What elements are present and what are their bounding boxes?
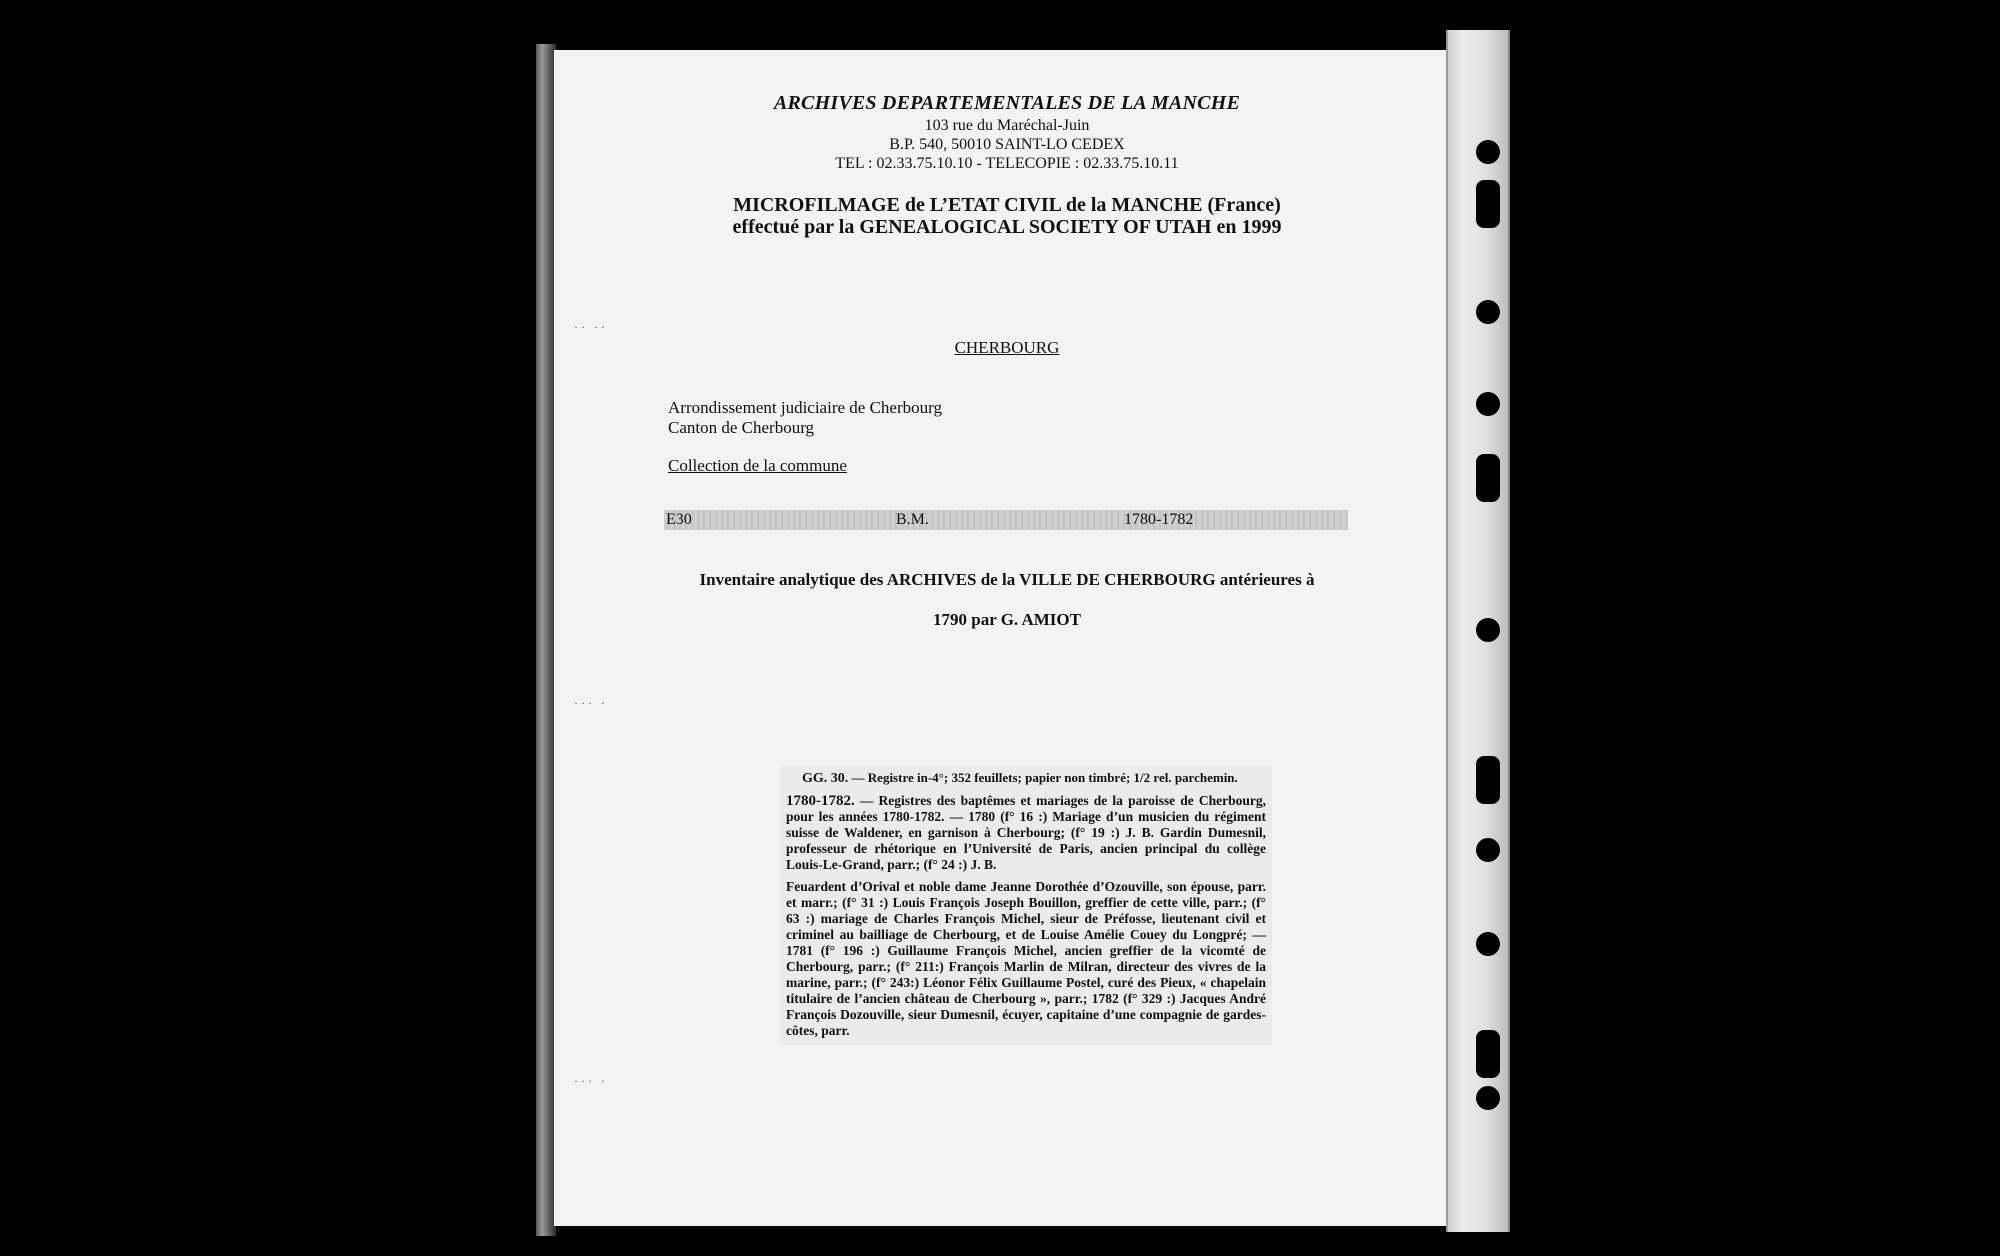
scan-artifact: ·· ·· — [574, 320, 608, 334]
punch-hole — [1476, 618, 1500, 642]
excerpt-paragraph-2: Feuardent d’Orival et noble dame Jeanne Dorothée d’Ozouville, son épouse, parr. et marr.; (f° 31 :) Louis François Joseph Bouillon, greffier de cette ville, parr.; (f° 63 :) mariage de Charles François Michel, sieur de Préfosse, lieutenant civil et criminel au bailliage de Cherbourg, et de Louise Amélie Couey du Longpré; — 1781 (f° 196 :) Guillaume François Michel, ancien greffier de la vicomté de Cherbourg, parr.; (f° 211:) François Marlin de Milran, directeur des vivres de la marine, parr.; (f° 243:) Léonor Félix Guillaume Postel, curé des Pieux, « chapelain titulaire de l’ancien château de Cherbourg », parr.; 1782 (f° 329 :) Jacques André François Dozouville, sieur Dumesnil, écuyer, capitaine d’une compagnie de gardes-côtes, parr. — [786, 879, 1266, 1038]
plastic-sleeve — [1446, 30, 1510, 1232]
collection-label: Collection de la commune — [668, 456, 847, 475]
project-heading — [554, 194, 1460, 238]
punch-hole — [1476, 140, 1500, 164]
excerpt-paragraph-1 — [786, 793, 1266, 873]
archive-title: ARCHIVES DEPARTEMENTALES DE LA MANCHE — [773, 92, 1241, 114]
record-years: 1780-1782 — [1124, 511, 1194, 528]
inventory-excerpt — [780, 766, 1272, 1045]
punch-slot — [1476, 180, 1500, 228]
record-type: B.M. — [896, 511, 929, 528]
binder-spine — [536, 44, 556, 1236]
punch-hole — [1476, 838, 1500, 862]
archive-address — [554, 116, 1460, 173]
punch-slot — [1476, 454, 1500, 502]
address-line-2: B.P. 540, 50010 SAINT-LO CEDEX — [889, 136, 1125, 153]
scan-artifact: ··· · — [574, 696, 608, 710]
excerpt-years: 1780-1782. — [786, 793, 855, 809]
project-line-1: MICROFILMAGE de L’ETAT CIVIL de la MANCHE (France) — [733, 194, 1281, 216]
inventory-title-line-2: 1790 par G. AMIOT — [933, 610, 1081, 629]
project-line-2: effectué par la GENEALOGICAL SOCIETY OF UTAH en 1999 — [732, 216, 1282, 238]
address-line-1: 103 rue du Maréchal-Juin — [924, 117, 1090, 134]
punch-slot — [1476, 756, 1500, 804]
document-page — [554, 50, 1460, 1226]
excerpt-reference — [802, 770, 1266, 787]
record-cote: E30 — [666, 511, 692, 528]
record-reference-bar — [664, 510, 1348, 530]
gg-description: — Registre in-4°; 352 feuillets; papier non timbré; 1/2 rel. parchemin. — [851, 770, 1238, 785]
punch-hole — [1476, 1086, 1500, 1110]
punch-hole — [1476, 392, 1500, 416]
arrondissement-line: Arrondissement judiciaire de Cherbourg — [668, 398, 942, 417]
scan-artifact: ··· · — [574, 1074, 608, 1088]
gg-reference: GG. 30. — [802, 771, 849, 786]
punch-hole — [1476, 932, 1500, 956]
contact-line: TEL : 02.33.75.10.10 - TELECOPIE : 02.33.75.10.11 — [835, 155, 1179, 172]
punch-slot — [1476, 1030, 1500, 1078]
inventory-title-line-1: Inventaire analytique des ARCHIVES de la VILLE DE CHERBOURG antérieures à — [699, 570, 1315, 589]
commune-name: CHERBOURG — [954, 338, 1060, 357]
punch-hole — [1476, 300, 1500, 324]
canton-line: Canton de Cherbourg — [668, 418, 815, 437]
jurisdiction-block — [668, 398, 942, 438]
excerpt-text-1: — Registres des baptêmes et mariages de la paroisse de Cherbourg, pour les années 1780-1782. — 1780 (f° 16 :) Mariage d’un musicien du régiment suisse de Waldener, en garnison à Cherbourg; (f° 19 :) J. B. Gardin Dumesnil, professeur de rhétorique en l’Université de Paris, ancien principal du collège Louis-Le-Grand, parr.; (f° 24 :) J. B. — [786, 793, 1266, 872]
